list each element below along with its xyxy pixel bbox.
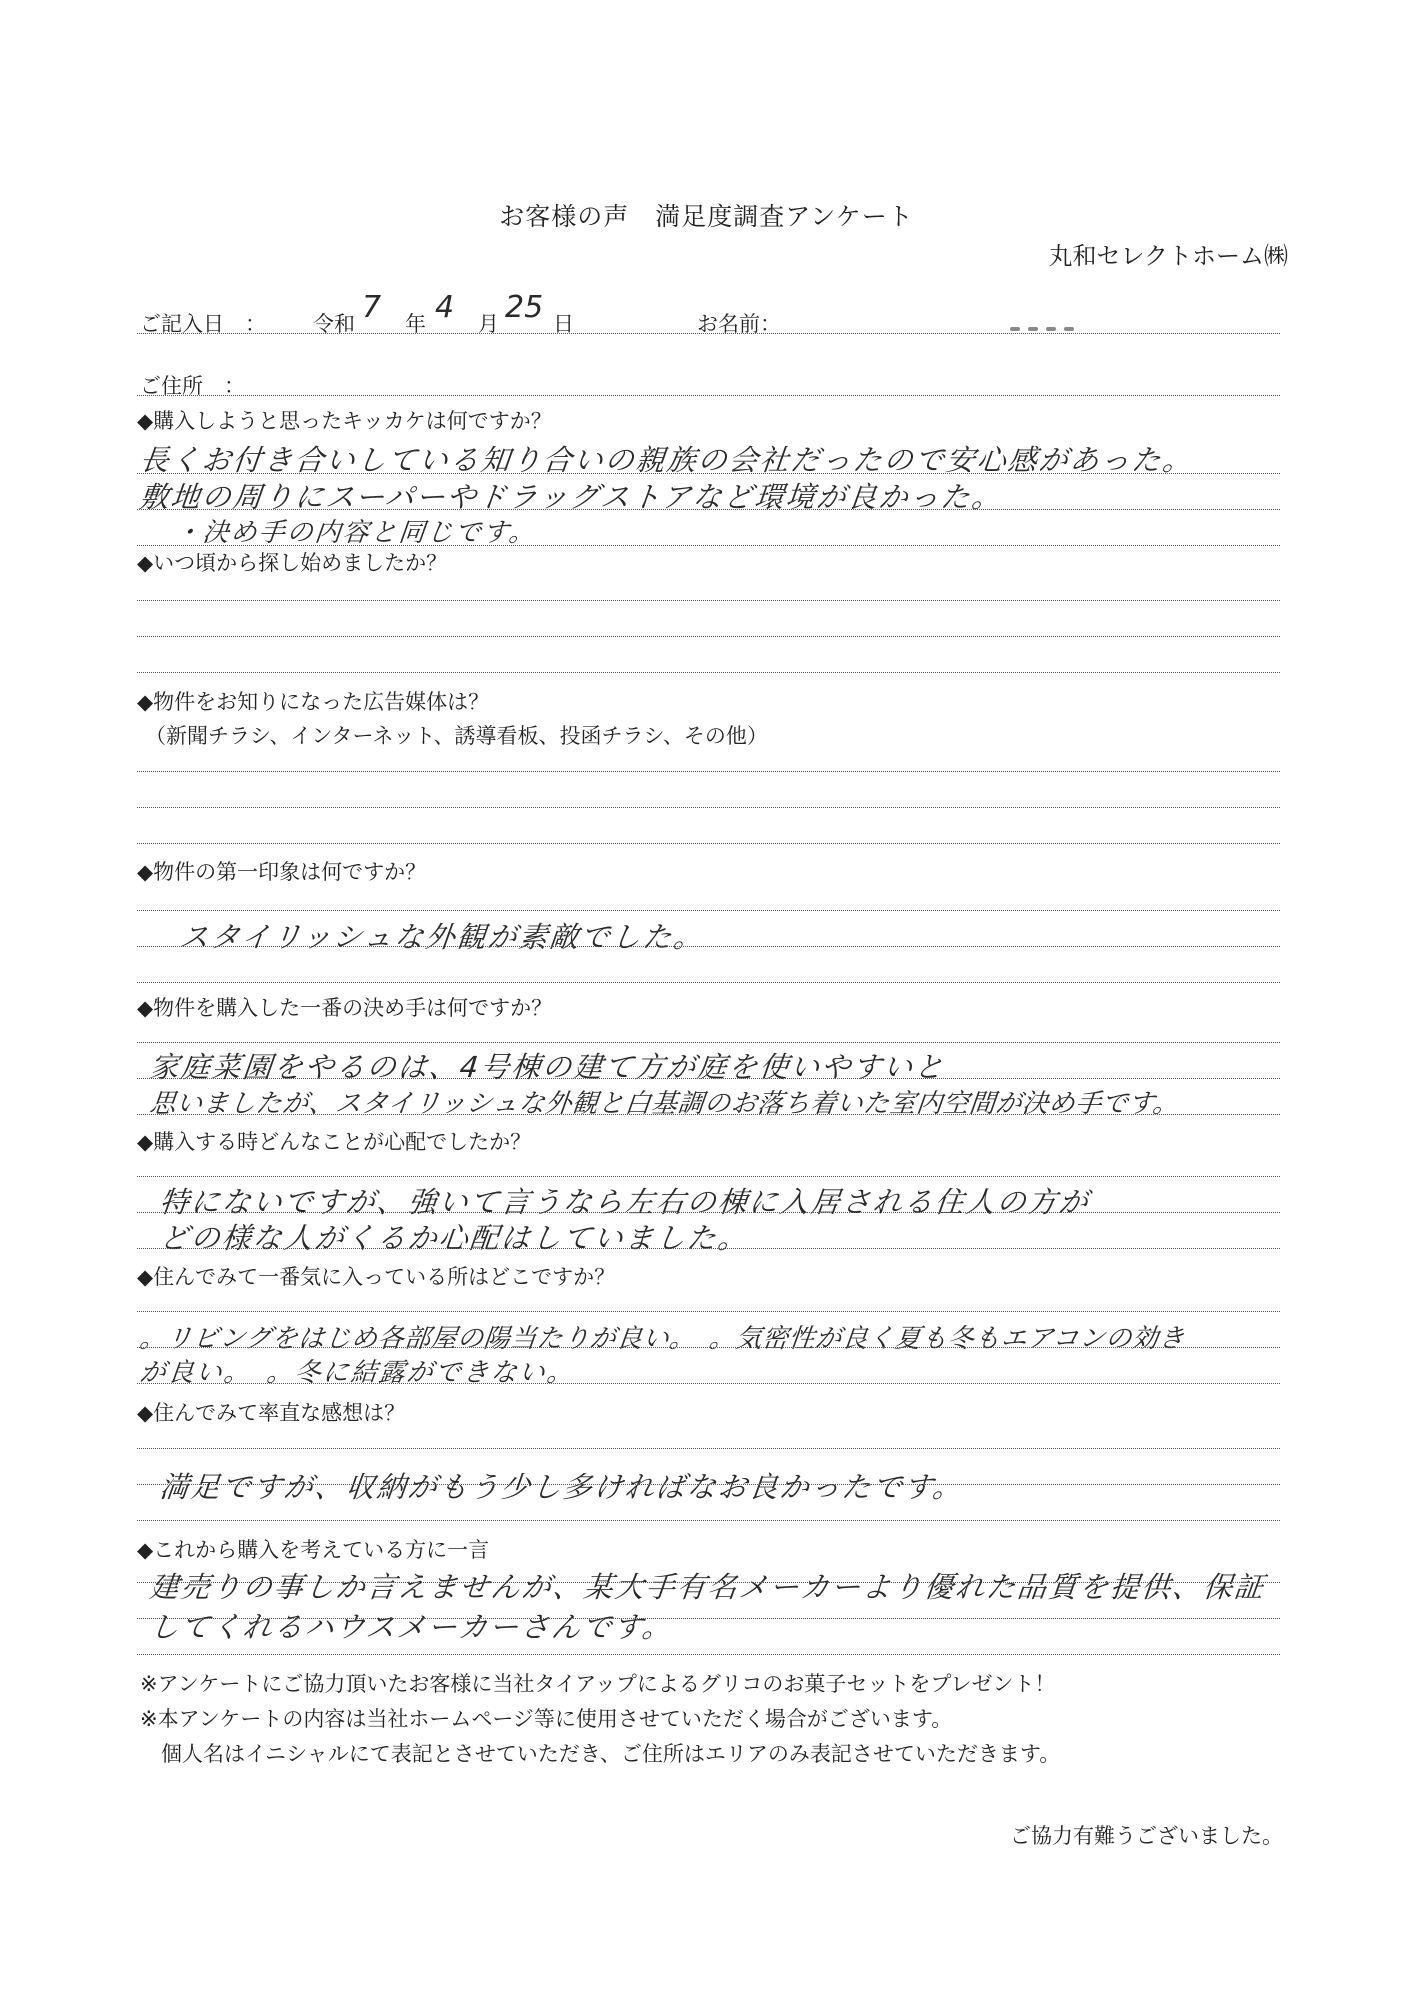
entry-date-label: ご記入日 ： [140, 312, 266, 336]
answer-line: 家庭菜園をやるのは、4号棟の建て方が庭を使いやすいと [148, 1050, 948, 1084]
dotted-rule [137, 1448, 1280, 1449]
dotted-rule [137, 1212, 1280, 1213]
question-honest-impression: ◆住んでみて率直な感想は？ [137, 1401, 406, 1425]
dotted-rule [137, 636, 1280, 637]
answer-line: 長くお付き合いしている知り合いの親族の会社だったので安心感があった。 [138, 443, 1196, 477]
dotted-rule [137, 1618, 1280, 1619]
survey-title: お客様の声 満足度調査アンケート [499, 202, 914, 231]
dotted-rule [137, 395, 1280, 396]
question-trigger: ◆購入しようと思ったキッカケは何ですか？ [137, 409, 552, 433]
answer-line: 特にないですが、強いて言うなら左右の棟に入居される住人の方が [158, 1185, 1092, 1219]
question-message: ◆これから購入を考えている方に一言 [137, 1538, 490, 1562]
note-privacy: 個人名はイニシャルにて表記とさせていただき、ご住所はエリアのみ表記させていただきます。 [140, 1742, 1061, 1766]
question-search-start: ◆いつ頃から探し始めましたか？ [137, 551, 448, 575]
question-media: ◆物件をお知りになった広告媒体は？ [137, 690, 490, 714]
answer-line: 思いましたが、スタイリッシュな外観と白基調のお落ち着いた室内空間が決め手です。 [148, 1089, 1181, 1119]
dotted-rule [137, 982, 1280, 983]
dotted-rule [137, 333, 1280, 334]
dotted-rule [137, 1582, 1280, 1583]
dotted-rule [137, 771, 1280, 772]
dotted-rule [137, 843, 1280, 844]
answer-line: どの様な人がくるか心配はしていました。 [158, 1221, 751, 1255]
dotted-rule [137, 1520, 1280, 1521]
answer-line: 建売りの事しか言えませんが、某大手有名メーカーより優れた品質を提供、保証 [148, 1570, 1268, 1604]
name-label: お名前： [697, 312, 781, 336]
year-value: 7 [362, 290, 382, 325]
thanks-message: ご協力有難うございました。 [1010, 1824, 1283, 1848]
dotted-rule [137, 1042, 1280, 1043]
dotted-rule [137, 1484, 1280, 1485]
month-unit: 月 [478, 312, 499, 336]
company-name: 丸和セレクトホーム㈱ [1048, 242, 1288, 270]
answer-line: スタイリッシュな外観が素敵でした。 [178, 920, 707, 954]
month-value: 4 [435, 290, 455, 325]
dotted-rule [137, 1347, 1280, 1348]
address-label: ご住所 ： [140, 374, 245, 398]
era-label: 令和 [313, 312, 355, 336]
dotted-rule [137, 910, 1280, 911]
answer-line: してくれるハウスメーカーさんです。 [148, 1610, 675, 1644]
answer-line: 満足ですが、収納がもう少し多ければなお良かったです。 [158, 1470, 966, 1504]
dotted-rule [137, 473, 1280, 474]
question-media-options: （新聞チラシ、インターネット、誘導看板、投函チラシ、その他） [145, 724, 768, 748]
question-favorite-spot: ◆住んでみて一番気に入っている所はどこですか？ [137, 1265, 616, 1289]
answer-line: ・決め手の内容と同じです。 [173, 518, 539, 548]
year-unit: 年 [405, 312, 426, 336]
dotted-rule [137, 807, 1280, 808]
dotted-rule [137, 600, 1280, 601]
dotted-rule [137, 545, 1280, 546]
redacted-name-mark [1010, 316, 1130, 330]
note-usage: ※本アンケートの内容は当社ホームページ等に使用させていただく場合がございます。 [140, 1707, 953, 1731]
answer-line: 敷地の周りにスーパーやドラッグストアなど環境が良かった。 [138, 480, 1005, 514]
dotted-rule [137, 1383, 1280, 1384]
dotted-rule [137, 946, 1280, 947]
question-first-impression: ◆物件の第一印象は何ですか？ [137, 860, 427, 884]
dotted-rule [137, 1114, 1280, 1115]
dotted-rule [137, 1654, 1280, 1655]
dotted-rule [137, 509, 1280, 510]
question-worries: ◆購入する時どんなことが心配でしたか？ [137, 1130, 532, 1154]
dotted-rule [137, 1078, 1280, 1079]
dotted-rule [137, 1311, 1280, 1312]
day-unit: 日 [553, 312, 574, 336]
dotted-rule [137, 1176, 1280, 1177]
dotted-rule [137, 1248, 1280, 1249]
note-present: ※アンケートにご協力頂いたお客様に当社タイアップによるグリコのお菓子セットをプレゼント！ [140, 1672, 1056, 1696]
day-value: 25 [505, 290, 544, 325]
answer-line: が良い。 。冬に結露ができない。 [138, 1358, 577, 1388]
dotted-rule [137, 672, 1280, 673]
answer-line: 。リビングをはじめ各部屋の陽当たりが良い。 。気密性が良く夏も冬もエアコンの効き [138, 1324, 1187, 1354]
question-deciding-factor: ◆物件を購入した一番の決め手は何ですか？ [137, 996, 553, 1020]
